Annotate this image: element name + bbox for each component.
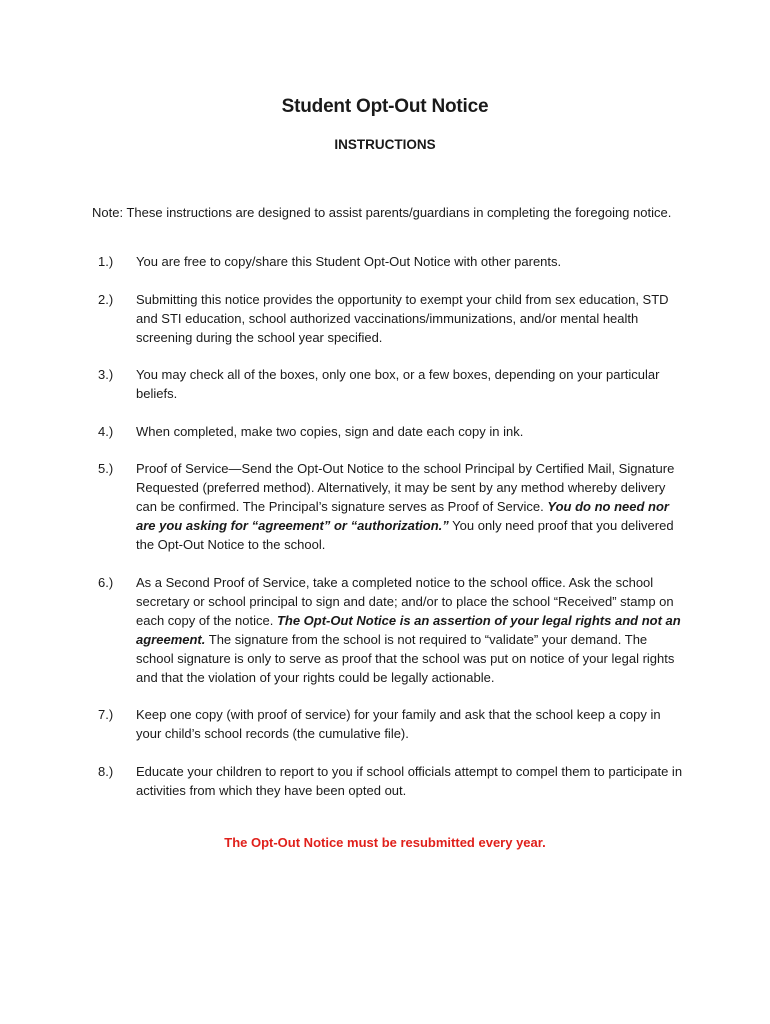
list-item xyxy=(98,252,688,271)
item-text: When completed, make two copies, sign and date each copy in ink. xyxy=(136,423,524,439)
list-item xyxy=(98,422,688,441)
item-number: 5.) xyxy=(98,461,114,476)
item-number: 4.) xyxy=(98,423,114,439)
item-text-continued: The signature from the school is not required to “validate” your demand. The school signature is only to serve as proof that the school was put on notice of your legal rights and that the violation of your rights could be legally actionable. xyxy=(136,631,675,685)
page-title: Student Opt-Out Notice xyxy=(281,96,489,117)
item-number: 2.) xyxy=(98,291,114,307)
list-item xyxy=(98,290,688,347)
list-item xyxy=(98,459,688,554)
list-item xyxy=(98,705,688,743)
intro-note: Note: These instructions are designed to assist parents/guardians in completing the foregoing notice. xyxy=(92,205,672,220)
item-text: Keep one copy (with proof of service) for your family and ask that the school keep a copy in your child’s school records (the cumulative file). xyxy=(136,707,661,741)
item-text: As a Second Proof of Service, take a completed notice to the school office. Ask the school secretary or school principal to sign and date; and/or to place the school “Received” stamp on each copy of the notice. xyxy=(136,574,674,628)
section-heading: INSTRUCTIONS xyxy=(334,137,436,152)
item-number: 7.) xyxy=(98,707,114,722)
item-text: Proof of Service—Send the Opt-Out Notice to the school Principal by Certified Mail, Signature Requested (preferred method). Alternatively, it may be sent by any method whereby delivery can be confirmed. The Principal’s signature serves as Proof of Service. xyxy=(136,461,675,514)
item-text: You may check all of the boxes, only one box, or a few boxes, depending on your particular beliefs. xyxy=(136,367,660,401)
instruction-list xyxy=(98,252,688,818)
item-text: Submitting this notice provides the opportunity to exempt your child from sex education, STD and STI education, school authorized vaccinations/immunizations, and/or mental health screening during the school year specified. xyxy=(136,291,669,345)
item-emphasis: You do no need nor are you asking for “agreement” or “authorization.” xyxy=(136,499,669,533)
item-emphasis: The Opt-Out Notice is an assertion of your legal rights and not an agreement. xyxy=(136,612,681,647)
item-number: 6.) xyxy=(98,574,114,590)
item-number: 3.) xyxy=(98,367,114,382)
list-item xyxy=(98,365,688,403)
item-text: You are free to copy/share this Student Opt-Out Notice with other parents. xyxy=(136,254,562,269)
item-number: 1.) xyxy=(98,254,114,269)
resubmit-warning: The Opt-Out Notice must be resubmitted every year. xyxy=(224,835,546,850)
item-text-continued: You only need proof that you delivered the Opt-Out Notice to the school. xyxy=(136,518,674,552)
item-number: 8.) xyxy=(98,763,114,779)
list-item xyxy=(98,762,688,800)
item-text: Educate your children to report to you if school officials attempt to compel them to participate in activities from which they have been opted out. xyxy=(136,763,683,798)
list-item xyxy=(98,573,688,687)
